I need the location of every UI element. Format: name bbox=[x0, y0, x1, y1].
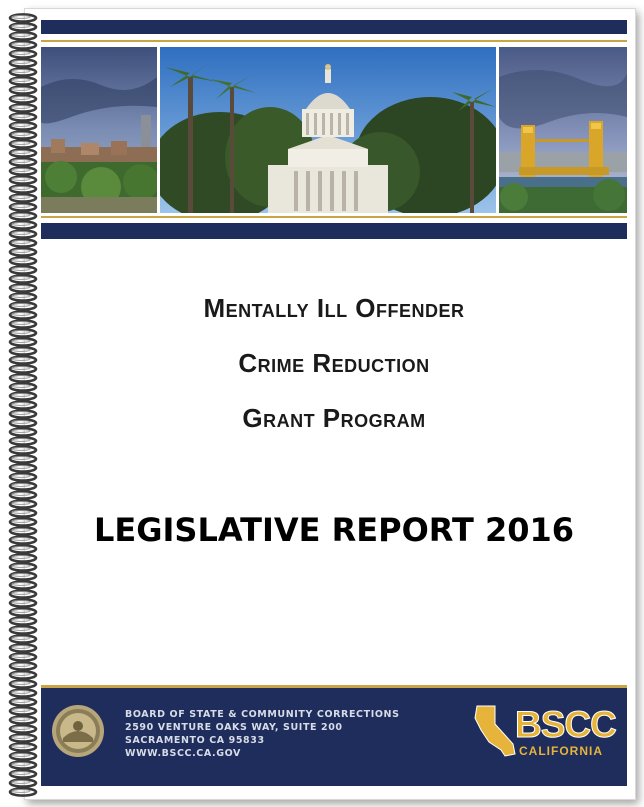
binding-coil-highlight bbox=[12, 646, 30, 649]
binding-coil-highlight bbox=[12, 502, 30, 505]
binding-coil-highlight bbox=[12, 151, 30, 154]
binding-coil-highlight bbox=[12, 61, 30, 64]
address-line-1: 2590 VENTURE OAKS WAY, SUITE 200 bbox=[125, 722, 343, 733]
tower-bridge-photo bbox=[499, 47, 627, 213]
binding-coil-highlight bbox=[12, 493, 30, 496]
mid-navy-bar bbox=[41, 223, 627, 239]
binding-coil-highlight bbox=[12, 313, 30, 316]
binding-coil-highlight bbox=[12, 745, 30, 748]
binding-coil-highlight bbox=[12, 673, 30, 676]
binding-coil-highlight bbox=[12, 88, 30, 91]
photo-strip bbox=[41, 47, 627, 213]
binding-coil-highlight bbox=[12, 448, 30, 451]
binding-coil-highlight bbox=[12, 376, 30, 379]
binding-coil-highlight bbox=[12, 682, 30, 685]
binding-coil-highlight bbox=[12, 727, 30, 730]
binding-coil-highlight bbox=[12, 133, 30, 136]
binding-coil-highlight bbox=[12, 403, 30, 406]
binding-coil-highlight bbox=[12, 439, 30, 442]
binding-coil-highlight bbox=[12, 430, 30, 433]
binding-coil-highlight bbox=[12, 583, 30, 586]
california-state-shape-icon bbox=[473, 704, 519, 760]
binding-coil-highlight bbox=[12, 592, 30, 595]
binding-coil-highlight bbox=[12, 34, 30, 37]
binding-coil-highlight bbox=[12, 124, 30, 127]
title-line-1: Mentally Ill Offender bbox=[203, 293, 465, 323]
binding-coil-highlight bbox=[12, 322, 30, 325]
binding-coil-highlight bbox=[12, 205, 30, 208]
bscc-logo-icon bbox=[473, 702, 623, 762]
state-seal-icon bbox=[51, 704, 105, 758]
binding-coil-highlight bbox=[12, 772, 30, 775]
report-label: LEGISLATIVE REPORT 2016 bbox=[93, 511, 575, 549]
binding-coil-highlight bbox=[12, 763, 30, 766]
binding-coil-highlight bbox=[12, 718, 30, 721]
binding-coil-highlight bbox=[12, 511, 30, 514]
binding-coil-highlight bbox=[12, 367, 30, 370]
website-link[interactable]: WWW.BSCC.CA.GOV bbox=[125, 748, 241, 759]
address-line-2: SACRAMENTO CA 95833 bbox=[125, 735, 265, 746]
binding-coil-highlight bbox=[12, 538, 30, 541]
binding-coil-highlight bbox=[12, 781, 30, 784]
binding-coil-highlight bbox=[12, 457, 30, 460]
binding-coil-highlight bbox=[12, 214, 30, 217]
binding-coil-highlight bbox=[12, 574, 30, 577]
binding-coil-highlight bbox=[12, 466, 30, 469]
binding-coil-highlight bbox=[12, 52, 30, 55]
title-line-3: Grant Program bbox=[242, 403, 426, 433]
org-name: BOARD OF STATE & COMMUNITY CORRECTIONS bbox=[125, 709, 400, 720]
binding-coil-highlight bbox=[12, 97, 30, 100]
binding-coil-highlight bbox=[12, 340, 30, 343]
binding-coil-highlight bbox=[12, 232, 30, 235]
binding-coil-highlight bbox=[12, 475, 30, 478]
binding-coil-highlight bbox=[12, 277, 30, 280]
state-capitol-photo bbox=[160, 47, 496, 213]
footer-banner bbox=[41, 685, 627, 786]
binding-coil-highlight bbox=[12, 565, 30, 568]
spiral-binding-icon bbox=[6, 8, 40, 798]
binding-coil-highlight bbox=[12, 70, 30, 73]
binding-coil-highlight bbox=[12, 25, 30, 28]
binding-coil-highlight bbox=[12, 421, 30, 424]
binding-coil-highlight bbox=[12, 547, 30, 550]
binding-coil-highlight bbox=[12, 295, 30, 298]
binding-coil-highlight bbox=[12, 16, 30, 19]
binding-coil-highlight bbox=[12, 664, 30, 667]
binding-coil-highlight bbox=[12, 754, 30, 757]
report-cover bbox=[24, 8, 636, 800]
binding-coil-highlight bbox=[12, 178, 30, 181]
binding-coil-highlight bbox=[12, 187, 30, 190]
logo-subtext: CALIFORNIA bbox=[519, 744, 603, 758]
binding-coil-highlight bbox=[12, 385, 30, 388]
binding-coil-highlight bbox=[12, 349, 30, 352]
binding-coil-highlight bbox=[12, 619, 30, 622]
binding-coil-highlight bbox=[12, 637, 30, 640]
binding-coil-highlight bbox=[12, 484, 30, 487]
binding-coil-highlight bbox=[12, 790, 30, 793]
binding-coil-highlight bbox=[12, 394, 30, 397]
top-navy-bar bbox=[41, 20, 627, 34]
binding-coil-highlight bbox=[12, 115, 30, 118]
binding-coil-highlight bbox=[12, 412, 30, 415]
binding-coil-highlight bbox=[12, 610, 30, 613]
binding-coil-highlight bbox=[12, 628, 30, 631]
binding-coil-highlight bbox=[12, 601, 30, 604]
binding-coil-highlight bbox=[12, 691, 30, 694]
binding-coil-highlight bbox=[12, 196, 30, 199]
binding-coil-highlight bbox=[12, 709, 30, 712]
binding-coil-highlight bbox=[12, 529, 30, 532]
binding-coil-highlight bbox=[12, 79, 30, 82]
binding-coil-highlight bbox=[12, 241, 30, 244]
top-gold-line bbox=[41, 40, 627, 42]
binding-coil-highlight bbox=[12, 268, 30, 271]
binding-coil-highlight bbox=[12, 286, 30, 289]
binding-coil-highlight bbox=[12, 250, 30, 253]
binding-coil-highlight bbox=[12, 700, 30, 703]
binding-coil-highlight bbox=[12, 736, 30, 739]
binding-coil-highlight bbox=[12, 223, 30, 226]
city-skyline-photo bbox=[41, 47, 157, 213]
address-block bbox=[125, 708, 400, 760]
binding-coil-highlight bbox=[12, 304, 30, 307]
binding-coil-highlight bbox=[12, 358, 30, 361]
binding-coil-highlight bbox=[12, 43, 30, 46]
title-line-2: Crime Reduction bbox=[238, 348, 430, 378]
binding-coil-highlight bbox=[12, 520, 30, 523]
binding-coil-highlight bbox=[12, 160, 30, 163]
binding-coil-highlight bbox=[12, 655, 30, 658]
logo-wordmark: BSCC bbox=[515, 704, 616, 745]
binding-coil-highlight bbox=[12, 556, 30, 559]
binding-coil-highlight bbox=[12, 331, 30, 334]
binding-coil-highlight bbox=[12, 169, 30, 172]
binding-coil-highlight bbox=[12, 259, 30, 262]
mid-gold-line bbox=[41, 216, 627, 218]
report-title bbox=[41, 281, 627, 446]
binding-coil-highlight bbox=[12, 106, 30, 109]
binding-coil-highlight bbox=[12, 142, 30, 145]
